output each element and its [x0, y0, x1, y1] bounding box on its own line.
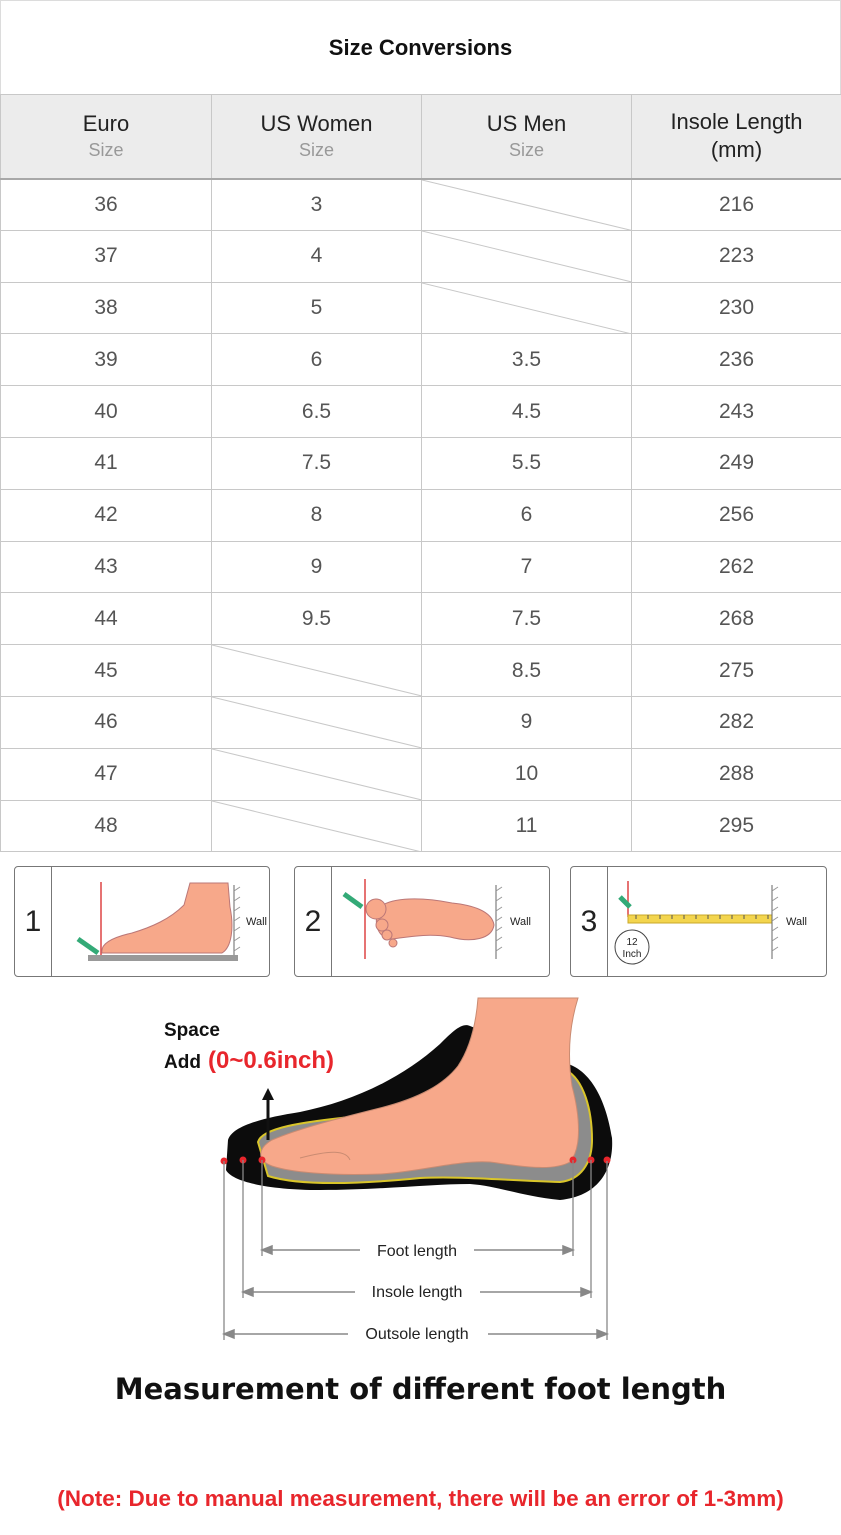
table-cell: 6.5	[212, 386, 422, 438]
insole-length-label: Insole length	[371, 1284, 463, 1301]
table-cell: 4	[212, 230, 422, 282]
table-cell: 45	[1, 645, 212, 697]
empty-cell	[422, 282, 632, 334]
table-cell: 3	[212, 179, 422, 231]
table-cell: 7	[422, 541, 632, 593]
foot-top-icon	[366, 899, 494, 947]
empty-cell	[212, 696, 422, 748]
table-row	[1, 230, 841, 282]
table-cell: 8	[212, 489, 422, 541]
badge-unit: Inch	[622, 949, 642, 960]
table-cell: 42	[1, 489, 212, 541]
table-row	[1, 386, 841, 438]
page-title: Size Conversions	[0, 0, 841, 94]
measure-step-2	[294, 866, 550, 977]
table-cell: 40	[1, 386, 212, 438]
empty-cell	[422, 230, 632, 282]
empty-cell	[212, 645, 422, 697]
table-cell: 9	[212, 541, 422, 593]
table-row	[1, 179, 841, 231]
table-cell: 48	[1, 800, 212, 852]
table-row	[1, 748, 841, 800]
table-cell: 39	[1, 334, 212, 386]
table-cell: 236	[632, 334, 841, 386]
table-cell: 295	[632, 800, 841, 852]
table-cell: 8.5	[422, 645, 632, 697]
table-cell: 282	[632, 696, 841, 748]
step-3-illustration	[608, 867, 826, 975]
table-cell: 36	[1, 179, 212, 231]
table-row	[1, 593, 841, 645]
badge-value: 12	[626, 937, 638, 948]
measurement-note: (Note: Due to manual measurement, there will be an error of 1-3mm)	[57, 1486, 784, 1511]
table-cell: 6	[422, 489, 632, 541]
header-insole-length: Insole Length (mm)	[632, 95, 841, 179]
table-cell: 4.5	[422, 386, 632, 438]
step-number: 2	[295, 867, 332, 976]
table-cell: 249	[632, 437, 841, 489]
table-row	[1, 541, 841, 593]
empty-cell	[212, 748, 422, 800]
table-cell: 37	[1, 230, 212, 282]
table-cell: 5	[212, 282, 422, 334]
add-label: Add	[164, 1052, 201, 1073]
table-cell: 43	[1, 541, 212, 593]
table-cell: 44	[1, 593, 212, 645]
pen-icon	[78, 939, 98, 953]
header-us-men: US Men Size	[422, 95, 632, 179]
foot-length-diagram	[0, 985, 841, 1355]
table-cell: 216	[632, 179, 841, 231]
table-cell: 11	[422, 800, 632, 852]
table-cell: 243	[632, 386, 841, 438]
add-value: (0~0.6inch)	[208, 1047, 335, 1074]
table-row	[1, 437, 841, 489]
space-label: Space	[164, 1020, 220, 1041]
header-us-women: US Women Size	[212, 95, 422, 179]
table-row	[1, 645, 841, 697]
table-cell: 9.5	[212, 593, 422, 645]
table-cell: 256	[632, 489, 841, 541]
table-row	[1, 696, 841, 748]
wall-label: Wall	[786, 916, 807, 928]
step-1-illustration	[52, 867, 269, 975]
wall-label: Wall	[510, 916, 531, 928]
table-cell: 5.5	[422, 437, 632, 489]
pen-icon	[344, 894, 362, 907]
outsole-length-label: Outsole length	[365, 1326, 469, 1343]
table-cell: 3.5	[422, 334, 632, 386]
table-cell: 38	[1, 282, 212, 334]
table-row	[1, 334, 841, 386]
table-cell: 7.5	[212, 437, 422, 489]
table-header-row	[1, 95, 841, 179]
table-cell: 7.5	[422, 593, 632, 645]
step-number: 3	[571, 867, 608, 976]
measurement-heading: Measurement of different foot length	[114, 1372, 727, 1406]
size-conversion-table	[0, 94, 841, 852]
table-cell: 262	[632, 541, 841, 593]
table-cell: 268	[632, 593, 841, 645]
table-cell: 230	[632, 282, 841, 334]
wall-label: Wall	[246, 916, 267, 928]
tape-measure-icon	[628, 915, 772, 923]
table-cell: 223	[632, 230, 841, 282]
table-cell: 47	[1, 748, 212, 800]
measure-step-1	[14, 866, 270, 977]
table-cell: 10	[422, 748, 632, 800]
empty-cell	[422, 179, 632, 231]
table-cell: 46	[1, 696, 212, 748]
foot-length-label: Foot length	[376, 1243, 458, 1260]
foot-side-icon	[102, 883, 232, 953]
table-cell: 41	[1, 437, 212, 489]
header-euro: Euro Size	[1, 95, 212, 179]
table-row	[1, 489, 841, 541]
table-cell: 9	[422, 696, 632, 748]
table-row	[1, 800, 841, 852]
table-cell: 6	[212, 334, 422, 386]
table-cell: 275	[632, 645, 841, 697]
step-number: 1	[15, 867, 52, 976]
step-2-illustration	[332, 867, 549, 975]
empty-cell	[212, 800, 422, 852]
table-cell: 288	[632, 748, 841, 800]
measure-step-3	[570, 866, 827, 977]
table-row	[1, 282, 841, 334]
